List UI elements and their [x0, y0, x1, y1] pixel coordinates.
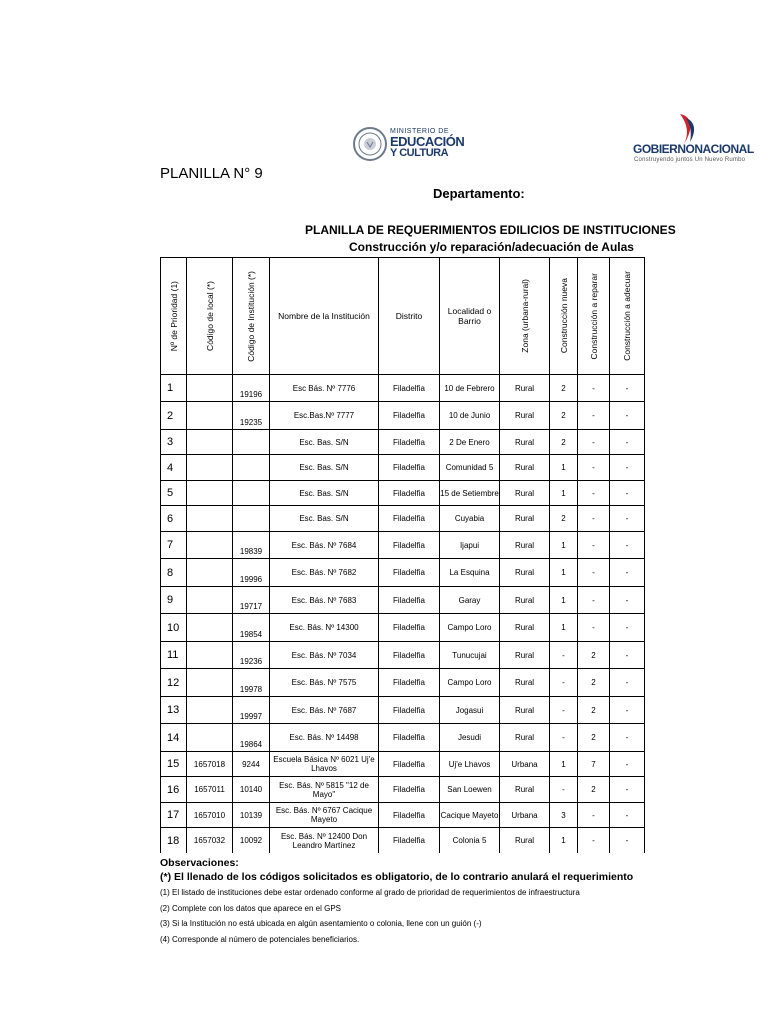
- cell-prioridad: 11: [161, 642, 187, 669]
- table-row: [161, 375, 645, 402]
- cell-adecuar: -: [610, 375, 645, 402]
- header-distrito: Distrito: [379, 258, 440, 375]
- cell-distrito: Filadelfia: [379, 506, 440, 532]
- cell-nueva: 2: [550, 375, 578, 402]
- cell-prioridad: 16: [161, 777, 187, 803]
- cell-reparar: -: [578, 587, 610, 614]
- cell-nombre: Esc. Bás. Nº 7575: [270, 669, 379, 697]
- cell-localidad: San Loewen: [440, 777, 500, 803]
- table-row: [161, 532, 645, 559]
- table-row: [161, 828, 645, 854]
- cell-reparar: -: [578, 402, 610, 430]
- cell-zona: Rural: [500, 828, 550, 854]
- cell-reparar: 2: [578, 777, 610, 803]
- gobierno-nacional-name: GOBIERNONACIONAL: [633, 142, 754, 156]
- table-row: [161, 506, 645, 532]
- cell-localidad: Garay: [440, 587, 500, 614]
- cell-distrito: Filadelfia: [379, 587, 440, 614]
- header-construccion-adecuar: Construcción a adecuar: [610, 258, 645, 375]
- cell-distrito: Filadelfia: [379, 455, 440, 481]
- cell-nueva: 2: [550, 402, 578, 430]
- header-construccion-nueva: Construcción nueva: [550, 258, 578, 375]
- cell-codigo-institucion: 19978: [233, 669, 270, 697]
- cell-zona: Rural: [500, 430, 550, 455]
- observaciones-mandatory-note: (*) El llenado de los códigos solicitados es obligatorio, de lo contrario anulará el requerimiento: [160, 871, 634, 883]
- cell-codigo-local: [187, 532, 233, 559]
- cell-codigo-local: [187, 375, 233, 402]
- table-row: [161, 481, 645, 506]
- table-row: [161, 803, 645, 828]
- header-zona: Zona (urbana-rural): [500, 258, 550, 375]
- cell-distrito: Filadelfia: [379, 642, 440, 669]
- cell-distrito: Filadelfia: [379, 614, 440, 642]
- cell-nueva: -: [550, 669, 578, 697]
- cell-nueva: 2: [550, 430, 578, 455]
- table-row: [161, 587, 645, 614]
- cell-nombre: Escuela Básica Nº 6021 Uj'e Lhavos: [270, 752, 379, 777]
- cell-reparar: 2: [578, 697, 610, 724]
- cell-codigo-institucion: [233, 430, 270, 455]
- header-nombre-institucion: Nombre de la Institución: [270, 258, 379, 375]
- cell-zona: Rural: [500, 587, 550, 614]
- table-header-row: [161, 258, 645, 375]
- table-row: [161, 559, 645, 587]
- cell-zona: Rural: [500, 402, 550, 430]
- requirements-table: [160, 257, 645, 853]
- cell-nombre: Esc.Bas.Nº 7777: [270, 402, 379, 430]
- cell-zona: Rural: [500, 455, 550, 481]
- cell-distrito: Filadelfia: [379, 532, 440, 559]
- table-row: [161, 402, 645, 430]
- cell-prioridad: 2: [161, 402, 187, 430]
- cell-distrito: Filadelfia: [379, 430, 440, 455]
- cell-nombre: Esc. Bás. Nº 6767 Cacique Mayeto: [270, 803, 379, 828]
- cell-codigo-institucion: 10139: [233, 803, 270, 828]
- header-codigo-local: Código de local (*): [187, 258, 233, 375]
- cell-prioridad: 18: [161, 828, 187, 854]
- cell-reparar: -: [578, 559, 610, 587]
- cell-prioridad: 9: [161, 587, 187, 614]
- cell-codigo-institucion: [233, 481, 270, 506]
- cell-localidad: Cuyabia: [440, 506, 500, 532]
- cell-nombre: Esc Bás. Nº 7776: [270, 375, 379, 402]
- header-construccion-reparar: Construcción a reparar: [578, 258, 610, 375]
- table-row: [161, 724, 645, 752]
- cell-nueva: 1: [550, 481, 578, 506]
- cell-nombre: Esc. Bas. S/N: [270, 481, 379, 506]
- document-title: PLANILLA DE REQUERIMIENTOS EDILICIOS DE INSTITUCIONES: [305, 223, 676, 237]
- cell-codigo-institucion: 19996: [233, 559, 270, 587]
- cell-prioridad: 1: [161, 375, 187, 402]
- cell-adecuar: -: [610, 455, 645, 481]
- cell-reparar: -: [578, 532, 610, 559]
- cell-reparar: 2: [578, 724, 610, 752]
- cell-codigo-local: [187, 724, 233, 752]
- cell-codigo-institucion: 19864: [233, 724, 270, 752]
- observaciones-note-1: (1) El listado de instituciones debe estar ordenado conforme al grado de prioridad de requerimientos de infraestructura: [160, 888, 580, 897]
- header-prioridad: Nº de Prioridad (1): [161, 258, 187, 375]
- cell-prioridad: 13: [161, 697, 187, 724]
- cell-adecuar: -: [610, 481, 645, 506]
- document-subtitle: Construcción y/o reparación/adecuación de Aulas: [349, 240, 634, 254]
- cell-codigo-local: [187, 430, 233, 455]
- cell-localidad: Jogasui: [440, 697, 500, 724]
- cell-codigo-local: [187, 455, 233, 481]
- cell-nombre: Esc. Bás. Nº 7034: [270, 642, 379, 669]
- cell-codigo-institucion: 10092: [233, 828, 270, 854]
- cell-codigo-institucion: 9244: [233, 752, 270, 777]
- cell-localidad: La Esquina: [440, 559, 500, 587]
- cell-prioridad: 17: [161, 803, 187, 828]
- cell-prioridad: 12: [161, 669, 187, 697]
- cell-reparar: 2: [578, 669, 610, 697]
- cell-reparar: -: [578, 614, 610, 642]
- cell-reparar: 7: [578, 752, 610, 777]
- cell-zona: Urbana: [500, 752, 550, 777]
- cell-adecuar: -: [610, 803, 645, 828]
- cell-codigo-institucion: 19839: [233, 532, 270, 559]
- cell-codigo-institucion: 10140: [233, 777, 270, 803]
- cell-adecuar: -: [610, 828, 645, 854]
- cell-distrito: Filadelfia: [379, 724, 440, 752]
- cell-adecuar: -: [610, 430, 645, 455]
- cell-codigo-institucion: 19196: [233, 375, 270, 402]
- cell-codigo-local: [187, 669, 233, 697]
- table-row: [161, 777, 645, 803]
- cell-codigo-local: [187, 587, 233, 614]
- cell-codigo-institucion: [233, 506, 270, 532]
- mec-logo-line3: Y CULTURA: [390, 147, 449, 159]
- cell-nueva: 3: [550, 803, 578, 828]
- cell-adecuar: -: [610, 559, 645, 587]
- cell-prioridad: 8: [161, 559, 187, 587]
- cell-prioridad: 10: [161, 614, 187, 642]
- cell-adecuar: -: [610, 724, 645, 752]
- cell-adecuar: -: [610, 402, 645, 430]
- national-seal-icon: [352, 126, 388, 162]
- cell-prioridad: 7: [161, 532, 187, 559]
- cell-nombre: Esc. Bas. S/N: [270, 430, 379, 455]
- cell-zona: Rural: [500, 669, 550, 697]
- cell-localidad: 2 De Enero: [440, 430, 500, 455]
- cell-nombre: Esc. Bás. Nº 7682: [270, 559, 379, 587]
- cell-codigo-institucion: [233, 455, 270, 481]
- cell-zona: Rural: [500, 697, 550, 724]
- table-row: [161, 430, 645, 455]
- cell-adecuar: -: [610, 642, 645, 669]
- cell-nombre: Esc. Bás. Nº 5815 "12 de Mayo": [270, 777, 379, 803]
- cell-nombre: Esc. Bás. Nº 7687: [270, 697, 379, 724]
- cell-codigo-institucion: 19854: [233, 614, 270, 642]
- cell-reparar: -: [578, 828, 610, 854]
- cell-adecuar: -: [610, 506, 645, 532]
- observaciones-note-3: (3) Si la Institución no está ubicada en algún asentamiento o colonia, llene con un guión (-): [160, 919, 482, 928]
- cell-reparar: -: [578, 430, 610, 455]
- cell-nueva: -: [550, 697, 578, 724]
- cell-zona: Rural: [500, 642, 550, 669]
- cell-codigo-local: [187, 559, 233, 587]
- cell-prioridad: 15: [161, 752, 187, 777]
- cell-codigo-institucion: 19717: [233, 587, 270, 614]
- gobierno-nacional-logo: [630, 112, 760, 168]
- cell-nueva: -: [550, 777, 578, 803]
- cell-zona: Rural: [500, 375, 550, 402]
- cell-localidad: Comunidad 5: [440, 455, 500, 481]
- cell-localidad: 15 de Setiembre: [440, 481, 500, 506]
- table-row: [161, 752, 645, 777]
- cell-zona: Urbana: [500, 803, 550, 828]
- cell-nueva: 1: [550, 559, 578, 587]
- cell-localidad: Campo Loro: [440, 614, 500, 642]
- table-row: [161, 614, 645, 642]
- cell-localidad: Ijapui: [440, 532, 500, 559]
- cell-codigo-local: [187, 642, 233, 669]
- planilla-number: PLANILLA N° 9: [160, 165, 263, 182]
- cell-nueva: -: [550, 642, 578, 669]
- cell-distrito: Filadelfia: [379, 697, 440, 724]
- cell-localidad: Campo Loro: [440, 669, 500, 697]
- cell-prioridad: 14: [161, 724, 187, 752]
- departamento-label: Departamento:: [433, 186, 525, 201]
- cell-adecuar: -: [610, 697, 645, 724]
- cell-nueva: 1: [550, 752, 578, 777]
- cell-adecuar: -: [610, 669, 645, 697]
- cell-adecuar: -: [610, 777, 645, 803]
- cell-nombre: Esc. Bás. Nº 14300: [270, 614, 379, 642]
- cell-localidad: Tunucujai: [440, 642, 500, 669]
- cell-prioridad: 5: [161, 481, 187, 506]
- cell-zona: Rural: [500, 559, 550, 587]
- cell-localidad: 10 de Febrero: [440, 375, 500, 402]
- cell-nombre: Esc. Bás. Nº 7684: [270, 532, 379, 559]
- gobierno-nacional-tagline: Construyendo juntos Un Nuevo Rumbo: [634, 157, 746, 163]
- table-row: [161, 697, 645, 724]
- cell-prioridad: 6: [161, 506, 187, 532]
- cell-reparar: -: [578, 455, 610, 481]
- cell-nombre: Esc. Bás. Nº 7683: [270, 587, 379, 614]
- cell-nueva: 2: [550, 506, 578, 532]
- requirements-table-container: [160, 257, 768, 853]
- cell-nombre: Esc. Bas. S/N: [270, 455, 379, 481]
- table-row: [161, 642, 645, 669]
- cell-codigo-local: 1657010: [187, 803, 233, 828]
- observaciones-note-4: (4) Corresponde al número de potenciales beneficiarios.: [160, 935, 360, 944]
- cell-distrito: Filadelfia: [379, 669, 440, 697]
- cell-localidad: Colonia 5: [440, 828, 500, 854]
- cell-codigo-local: [187, 697, 233, 724]
- observaciones-title: Observaciones:: [160, 857, 239, 869]
- cell-codigo-institucion: 19236: [233, 642, 270, 669]
- cell-adecuar: -: [610, 752, 645, 777]
- flag-swoosh-icon: [672, 112, 702, 146]
- cell-localidad: Uj'e Lhavos: [440, 752, 500, 777]
- cell-distrito: Filadelfia: [379, 402, 440, 430]
- cell-adecuar: -: [610, 532, 645, 559]
- cell-codigo-local: [187, 614, 233, 642]
- cell-zona: Rural: [500, 724, 550, 752]
- cell-nueva: 1: [550, 587, 578, 614]
- cell-codigo-institucion: 19997: [233, 697, 270, 724]
- mec-logo-line2: EDUCACIÓN: [390, 134, 465, 149]
- cell-distrito: Filadelfia: [379, 481, 440, 506]
- cell-codigo-local: 1657011: [187, 777, 233, 803]
- cell-zona: Rural: [500, 532, 550, 559]
- cell-prioridad: 4: [161, 455, 187, 481]
- cell-nombre: Esc. Bás. Nº 14498: [270, 724, 379, 752]
- cell-zona: Rural: [500, 614, 550, 642]
- cell-nueva: 1: [550, 455, 578, 481]
- cell-zona: Rural: [500, 777, 550, 803]
- cell-localidad: Cacique Mayeto: [440, 803, 500, 828]
- mec-logo-line1: MINISTERIO DE: [390, 128, 450, 135]
- cell-adecuar: -: [610, 587, 645, 614]
- cell-localidad: 10 de Junio: [440, 402, 500, 430]
- cell-zona: Rural: [500, 481, 550, 506]
- cell-nombre: Esc. Bas. S/N: [270, 506, 379, 532]
- table-row: [161, 455, 645, 481]
- cell-codigo-local: 1657018: [187, 752, 233, 777]
- cell-reparar: -: [578, 506, 610, 532]
- cell-nombre: Esc. Bás. Nº 12400 Don Leandro Martínez: [270, 828, 379, 854]
- cell-codigo-local: [187, 506, 233, 532]
- cell-prioridad: 3: [161, 430, 187, 455]
- observaciones-note-2: (2) Complete con los datos que aparece en el GPS: [160, 904, 341, 913]
- cell-codigo-local: [187, 481, 233, 506]
- cell-distrito: Filadelfia: [379, 752, 440, 777]
- cell-reparar: 2: [578, 642, 610, 669]
- cell-zona: Rural: [500, 506, 550, 532]
- cell-distrito: Filadelfia: [379, 803, 440, 828]
- cell-codigo-institucion: 19235: [233, 402, 270, 430]
- cell-nueva: 1: [550, 828, 578, 854]
- cell-distrito: Filadelfia: [379, 559, 440, 587]
- cell-nueva: 1: [550, 614, 578, 642]
- cell-nueva: 1: [550, 532, 578, 559]
- header-localidad: Localidad o Barrio: [440, 258, 500, 375]
- cell-distrito: Filadelfia: [379, 375, 440, 402]
- cell-distrito: Filadelfia: [379, 777, 440, 803]
- cell-distrito: Filadelfia: [379, 828, 440, 854]
- header-codigo-institucion: Código de Institución (*): [233, 258, 270, 375]
- table-row: [161, 669, 645, 697]
- ministerio-educacion-logo: [350, 124, 465, 168]
- cell-nueva: -: [550, 724, 578, 752]
- cell-reparar: -: [578, 481, 610, 506]
- cell-reparar: -: [578, 803, 610, 828]
- cell-codigo-local: [187, 402, 233, 430]
- cell-reparar: -: [578, 375, 610, 402]
- cell-localidad: Jesudi: [440, 724, 500, 752]
- cell-codigo-local: 1657032: [187, 828, 233, 854]
- cell-adecuar: -: [610, 614, 645, 642]
